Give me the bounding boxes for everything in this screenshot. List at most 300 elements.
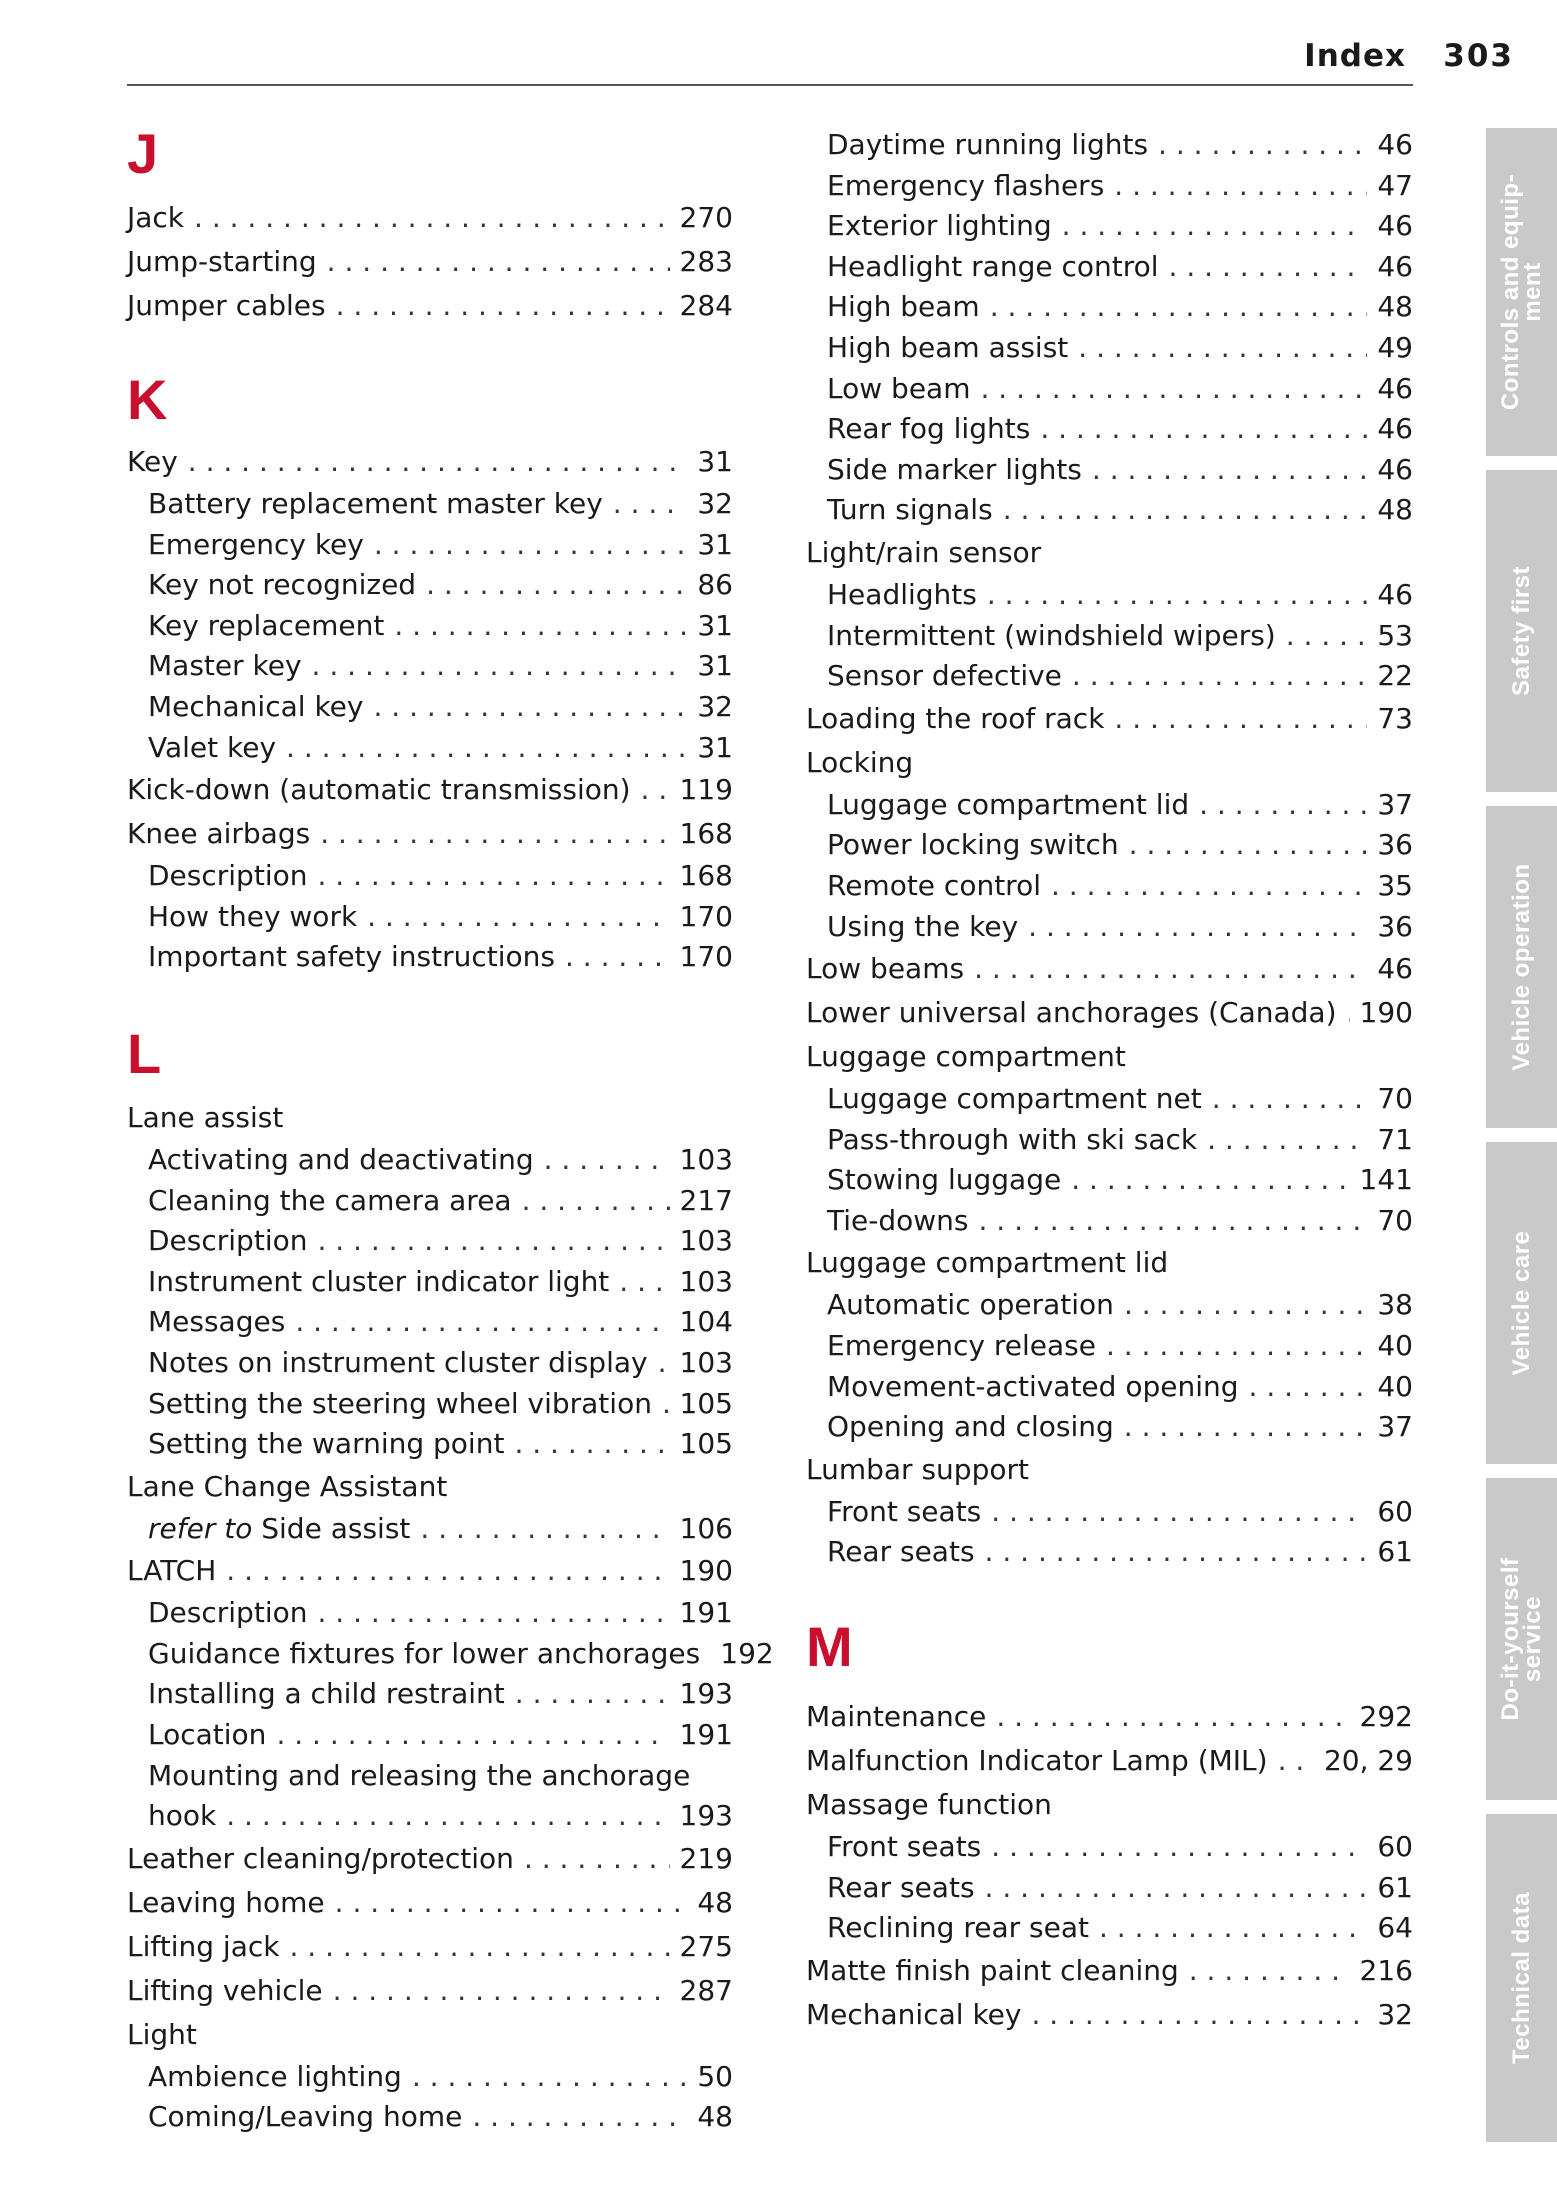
leader-dots	[1124, 1285, 1367, 1326]
index-entry[interactable]	[806, 866, 1413, 907]
entry-label: Front seats	[827, 1830, 982, 1864]
entry-label: Key not recognized	[148, 568, 417, 602]
index-entry[interactable]	[127, 1140, 733, 1181]
page-ref[interactable]: 37	[1377, 787, 1413, 821]
index-entry-latch	[127, 1549, 733, 1593]
entry-label: Description	[148, 1596, 308, 1630]
index-group-key-subs	[127, 484, 733, 768]
tab-vehicle-care[interactable]	[1486, 1142, 1557, 1464]
index-entry[interactable]	[806, 1868, 1413, 1909]
index-entry-knee-airbags	[127, 812, 733, 856]
leader-dots	[226, 1549, 669, 1593]
index-entry-luggage-compartment	[806, 1035, 1413, 1079]
leader-dots	[1207, 1120, 1367, 1161]
page-ref[interactable]: 216	[1359, 1953, 1413, 1987]
leader-dots	[1347, 991, 1350, 1035]
index-entry-luggage-lid	[806, 1241, 1413, 1285]
page-ref[interactable]: 35	[1377, 868, 1413, 902]
entry-label: Luggage compartment lid	[827, 787, 1190, 821]
tab-do-it-yourself[interactable]	[1486, 1478, 1557, 1800]
page-ref[interactable]: 48	[697, 2100, 733, 2134]
page-ref[interactable]: 20, 29	[1323, 1744, 1413, 1778]
index-entry[interactable]	[127, 2097, 733, 2138]
index-entry[interactable]	[127, 1925, 733, 1969]
page-ref[interactable]: 48	[697, 1885, 733, 1919]
page-ref[interactable]: 193	[679, 1677, 733, 1711]
page-ref[interactable]: 40	[1377, 1329, 1413, 1363]
index-entry[interactable]	[806, 1739, 1413, 1783]
page-ref[interactable]: 22	[1377, 659, 1413, 693]
index-entry-kickdown	[127, 768, 733, 812]
page-ref[interactable]: 170	[679, 940, 733, 974]
index-entry[interactable]	[127, 687, 733, 728]
index-entry[interactable]	[806, 825, 1413, 866]
refer-to-text: refer to	[148, 1511, 253, 1545]
entry-label: Headlights	[827, 577, 977, 611]
index-entry[interactable]	[806, 907, 1413, 948]
index-entry[interactable]	[127, 1715, 733, 1756]
index-entry[interactable]	[806, 1326, 1413, 1367]
page-ref[interactable]: 70	[1377, 1082, 1413, 1116]
entry-label: Description	[148, 859, 308, 893]
index-entry[interactable]	[127, 440, 733, 484]
index-entry[interactable]	[127, 1343, 733, 1384]
entry-label: Luggage compartment lid	[806, 1246, 1169, 1280]
index-entry[interactable]	[806, 1285, 1413, 1326]
entry-label: Locking	[806, 745, 914, 779]
page-ref[interactable]: 193	[679, 1799, 733, 1833]
leader-dots	[276, 1715, 669, 1756]
entry-label: High beam assist	[827, 330, 1069, 364]
page-ref[interactable]: 283	[679, 245, 733, 278]
index-entry[interactable]	[806, 206, 1413, 247]
index-entry[interactable]	[806, 616, 1413, 657]
page-ref[interactable]: 31	[697, 527, 733, 561]
page-ref[interactable]: 217	[679, 1183, 733, 1217]
entry-label: Light	[127, 2017, 197, 2051]
index-entry[interactable]	[127, 1302, 733, 1343]
index-column-left	[127, 120, 774, 2138]
index-entry[interactable]	[806, 656, 1413, 697]
leader-dots	[1071, 1160, 1349, 1201]
header-divider	[127, 84, 1413, 86]
leader-dots	[1040, 409, 1367, 450]
leader-dots	[312, 646, 688, 687]
index-entry[interactable]	[127, 1181, 733, 1222]
page-ref[interactable]: 46	[1377, 952, 1413, 986]
entry-label: Rear seats	[827, 1870, 975, 1904]
entry-label: Luggage compartment	[806, 1040, 1126, 1074]
leader-dots	[317, 856, 669, 897]
page-ref[interactable]: 37	[1377, 1410, 1413, 1444]
page-ref[interactable]: 190	[1359, 996, 1413, 1030]
page-ref[interactable]: 46	[1377, 577, 1413, 611]
page-ref[interactable]: 31	[697, 730, 733, 764]
entry-label: Description	[148, 1224, 308, 1258]
leader-dots	[1199, 785, 1367, 826]
page-ref[interactable]: 38	[1377, 1288, 1413, 1322]
index-entry[interactable]	[806, 328, 1413, 369]
entry-label: Malfunction Indicator Lamp (MIL)	[806, 1744, 1268, 1778]
index-entry[interactable]	[127, 525, 733, 566]
page-ref[interactable]: 32	[697, 689, 733, 723]
page-ref[interactable]: 275	[679, 1929, 733, 1963]
leader-dots	[286, 728, 687, 769]
leader-dots	[335, 1881, 688, 1925]
entry-label: Important safety instructions	[148, 940, 555, 974]
index-entry[interactable]	[127, 565, 733, 606]
index-group-light-subs-cont	[806, 125, 1413, 531]
index-entry[interactable]	[806, 575, 1413, 616]
page-ref[interactable]: 103	[679, 1345, 733, 1379]
entry-label: Maintenance	[806, 1700, 987, 1734]
index-entry[interactable]	[127, 897, 733, 938]
page-ref[interactable]: 292	[1359, 1700, 1413, 1734]
index-entry[interactable]	[806, 1120, 1413, 1161]
index-entry[interactable]	[806, 247, 1413, 288]
page-ref[interactable]: 190	[679, 1554, 733, 1588]
page-ref[interactable]: 32	[697, 487, 733, 520]
page-header	[127, 38, 1514, 86]
index-entry[interactable]	[127, 2057, 733, 2098]
entry-label: Master key	[148, 649, 302, 683]
leader-dots	[420, 1509, 669, 1550]
index-column-right	[806, 125, 1413, 2037]
index-entry-low-beams	[806, 947, 1413, 991]
index-entry[interactable]	[806, 450, 1413, 491]
entry-label: Instrument cluster indicator light	[148, 1264, 610, 1298]
entry-label: Side marker lights	[827, 452, 1082, 486]
entry-label: Jumper cables	[127, 289, 326, 322]
page-ref[interactable]: 104	[679, 1305, 733, 1339]
index-entry[interactable]	[127, 240, 733, 284]
index-entry[interactable]	[127, 937, 733, 978]
index-entry[interactable]	[806, 369, 1413, 410]
index-entry[interactable]	[806, 1160, 1413, 1201]
page-ref[interactable]: 61	[1377, 1535, 1413, 1569]
index-entry[interactable]	[806, 1367, 1413, 1408]
page-ref[interactable]: 105	[679, 1386, 733, 1420]
leader-dots	[980, 369, 1367, 410]
leader-dots	[1158, 125, 1367, 166]
page-ref[interactable]: 86	[697, 568, 733, 602]
page-ref[interactable]: 168	[679, 859, 733, 893]
leader-dots	[544, 1140, 670, 1181]
page-ref[interactable]: 61	[1377, 1870, 1413, 1904]
entry-label: Lane Change Assistant	[127, 1469, 448, 1503]
tab-vehicle-operation[interactable]	[1486, 806, 1557, 1128]
page-ref[interactable]: 50	[697, 2059, 733, 2093]
page-ref[interactable]: 53	[1377, 618, 1413, 652]
page-ref[interactable]: 64	[1377, 1911, 1413, 1945]
index-entry[interactable]	[806, 1201, 1413, 1242]
index-entry[interactable]	[127, 1881, 733, 1925]
index-entry[interactable]	[127, 812, 733, 856]
index-entry[interactable]	[127, 728, 733, 769]
leader-dots	[1062, 206, 1368, 247]
index-entry[interactable]	[806, 697, 1413, 741]
leader-dots	[1099, 1908, 1367, 1949]
entry-label: Reclining rear seat	[827, 1911, 1089, 1945]
entry-label: Activating and deactivating	[148, 1142, 534, 1176]
index-entry[interactable]	[806, 1783, 1413, 1827]
page-ref[interactable]: 141	[1359, 1163, 1413, 1197]
index-entry[interactable]	[127, 606, 733, 647]
page-ref[interactable]: 46	[1377, 249, 1413, 283]
leader-dots	[1092, 450, 1367, 491]
leader-dots	[985, 1868, 1368, 1909]
page-ref[interactable]: 70	[1377, 1203, 1413, 1237]
leader-dots	[320, 812, 669, 856]
section-letter-k: K	[127, 368, 168, 431]
leader-dots	[662, 1384, 670, 1425]
page-ref[interactable]: 32	[1377, 1997, 1413, 2031]
index-group-massage-subs	[806, 1827, 1413, 1949]
page-ref[interactable]: 46	[1377, 412, 1413, 446]
leader-dots	[1114, 697, 1367, 741]
entry-label: Lane assist	[127, 1100, 284, 1134]
leader-dots	[373, 687, 687, 728]
page-ref[interactable]: 287	[679, 1973, 733, 2007]
page-ref[interactable]: 31	[697, 445, 733, 478]
index-entry[interactable]	[127, 1634, 774, 1675]
leader-dots	[991, 1492, 1367, 1533]
entry-label: Massage function	[806, 1788, 1052, 1822]
index-entry-massage	[806, 1783, 1413, 1827]
leader-dots	[1078, 328, 1367, 369]
leader-dots	[1189, 1949, 1350, 1993]
entry-label: Matte finish paint cleaning	[806, 1953, 1179, 1987]
leader-dots	[515, 1674, 670, 1715]
page-ref[interactable]: 103	[679, 1264, 733, 1298]
entry-label: Mounting and releasing the anchorage	[148, 1758, 691, 1792]
index-entry-mounting-line1[interactable]	[127, 1756, 733, 1797]
index-entry-locking	[806, 741, 1413, 785]
entry-label: Setting the warning point	[148, 1427, 505, 1461]
leader-dots	[1129, 825, 1368, 866]
page-ref[interactable]: 191	[679, 1718, 733, 1752]
page-ref[interactable]: 103	[679, 1142, 733, 1176]
index-entry[interactable]	[806, 785, 1413, 826]
leader-dots	[1072, 656, 1367, 697]
leader-dots	[1212, 1079, 1368, 1120]
page-ref[interactable]: 270	[679, 201, 733, 234]
leader-dots	[990, 287, 1368, 328]
index-entry[interactable]	[127, 484, 733, 525]
entry-label: Guidance fixtures for lower anchorages	[148, 1636, 701, 1670]
leader-dots	[289, 1925, 669, 1969]
index-entry[interactable]	[127, 1096, 733, 1140]
entry-label: Emergency key	[148, 527, 364, 561]
index-entry[interactable]	[127, 1837, 733, 1881]
entry-label: hook	[148, 1799, 217, 1833]
entry-label: How they work	[148, 899, 358, 933]
page-ref[interactable]: 103	[679, 1224, 733, 1258]
index-entry[interactable]	[806, 1241, 1413, 1285]
index-entry[interactable]	[806, 1993, 1413, 2037]
page-ref[interactable]: 36	[1377, 828, 1413, 862]
index-entry[interactable]	[127, 1221, 733, 1262]
entry-label: Emergency flashers	[827, 168, 1105, 202]
leader-dots	[641, 768, 670, 812]
entry-label: Headlight range control	[827, 249, 1159, 283]
leader-dots	[295, 1302, 669, 1343]
index-entry[interactable]	[806, 531, 1413, 575]
index-entry-lumbar	[806, 1448, 1413, 1492]
page-ref[interactable]: 46	[1377, 209, 1413, 243]
page-ref[interactable]: 192	[720, 1636, 774, 1670]
page-ref[interactable]: 284	[679, 289, 733, 322]
leader-dots	[979, 1201, 1368, 1242]
index-group-latch-subs	[127, 1593, 774, 1755]
page-ref[interactable]: 31	[697, 649, 733, 683]
entry-label: Messages	[148, 1305, 286, 1339]
index-entry[interactable]	[806, 1827, 1413, 1868]
entry-label: Battery replacement master key	[148, 487, 603, 520]
page-ref[interactable]: 46	[1377, 128, 1413, 161]
entry-label: LATCH	[127, 1554, 217, 1588]
entry-label: Intermittent (windshield wipers)	[827, 618, 1276, 652]
tab-safety-first[interactable]	[1486, 470, 1557, 792]
leader-dots	[1106, 1326, 1367, 1367]
entry-label: Key	[127, 445, 178, 478]
entry-label: Cleaning the camera area	[148, 1183, 512, 1217]
index-entry[interactable]	[806, 741, 1413, 785]
entry-label: Lifting vehicle	[127, 1973, 323, 2007]
entry-label: Light/rain sensor	[806, 535, 1042, 569]
index-entry[interactable]	[127, 1465, 733, 1509]
index-entry-side-assist-ref[interactable]	[127, 1509, 733, 1550]
index-entry[interactable]	[127, 2013, 733, 2057]
leader-dots	[472, 2097, 687, 2138]
index-entry[interactable]	[127, 646, 733, 687]
index-entry[interactable]	[806, 1532, 1413, 1573]
entry-label: Lumbar support	[806, 1452, 1029, 1486]
index-entry[interactable]	[806, 125, 1413, 166]
index-entry[interactable]	[127, 1969, 733, 2013]
page-ref[interactable]: 49	[1377, 330, 1413, 364]
page-ref[interactable]: 47	[1377, 168, 1413, 202]
entry-label: Jump-starting	[127, 245, 317, 278]
index-entry[interactable]	[806, 1079, 1413, 1120]
index-entry[interactable]	[806, 1908, 1413, 1949]
index-entry[interactable]	[127, 1424, 733, 1465]
leader-dots	[188, 440, 688, 484]
index-entry-lane-change	[127, 1465, 733, 1509]
page-ref[interactable]: 191	[679, 1596, 733, 1630]
page-ref[interactable]: 60	[1377, 1830, 1413, 1864]
page-ref[interactable]: 36	[1377, 909, 1413, 943]
leader-dots	[522, 1181, 670, 1222]
page-ref[interactable]: 71	[1377, 1122, 1413, 1156]
index-entry[interactable]	[127, 284, 733, 328]
page-ref[interactable]: 46	[1377, 371, 1413, 405]
index-entry[interactable]	[127, 1593, 733, 1634]
leader-dots	[524, 1837, 670, 1881]
page-ref[interactable]: 170	[679, 899, 733, 933]
index-entry[interactable]	[127, 1549, 733, 1593]
index-group-light-rain-subs	[806, 575, 1413, 697]
index-entry[interactable]	[806, 1492, 1413, 1533]
index-entry[interactable]	[806, 1407, 1413, 1448]
leader-dots	[374, 525, 688, 566]
index-entry[interactable]	[806, 287, 1413, 328]
index-group-lane-assist-subs	[127, 1140, 733, 1465]
index-entry[interactable]	[806, 991, 1413, 1035]
page-ref[interactable]: 46	[1377, 452, 1413, 486]
index-entry[interactable]	[127, 1674, 733, 1715]
entry-label: Coming/Leaving home	[148, 2100, 463, 2134]
page-ref[interactable]: 60	[1377, 1494, 1413, 1528]
index-entry[interactable]	[806, 409, 1413, 450]
page-ref[interactable]: 73	[1377, 701, 1413, 735]
index-entry[interactable]	[127, 856, 733, 897]
tab-technical-data[interactable]	[1486, 1814, 1557, 2142]
page-ref[interactable]: 219	[679, 1841, 733, 1875]
index-entry[interactable]	[806, 1949, 1413, 1993]
entry-label: Lifting jack	[127, 1929, 280, 1963]
entry-label: Turn signals	[827, 493, 993, 527]
tab-label: Controls and equip- ment	[1496, 173, 1546, 411]
entry-label: Power locking switch	[827, 828, 1119, 862]
index-group-after-massage	[806, 1949, 1413, 2037]
page-ref[interactable]: 48	[1377, 493, 1413, 527]
tab-controls-equipment[interactable]	[1486, 128, 1557, 456]
index-entry[interactable]	[127, 768, 733, 812]
index-entry[interactable]	[806, 1448, 1413, 1492]
page-ref[interactable]: 40	[1377, 1369, 1413, 1403]
entry-label: Pass-through with ski sack	[827, 1122, 1198, 1156]
index-group-j	[127, 196, 733, 328]
index-entry-mil	[806, 1739, 1413, 1783]
entry-label: Tie-downs	[827, 1203, 969, 1237]
index-entry[interactable]	[806, 166, 1413, 207]
page-ref[interactable]: 31	[697, 608, 733, 642]
index-entry[interactable]	[806, 947, 1413, 991]
page-ref[interactable]: 48	[1377, 290, 1413, 324]
leader-dots	[1051, 866, 1367, 907]
page-ref[interactable]: 105	[679, 1427, 733, 1461]
entry-label: Rear fog lights	[827, 412, 1031, 446]
page-ref[interactable]: 106	[679, 1511, 733, 1545]
page-ref[interactable]: 119	[679, 773, 733, 807]
index-entry[interactable]	[127, 1262, 733, 1303]
entry-label: Remote control	[827, 868, 1041, 902]
entry-label: Valet key	[148, 730, 277, 764]
index-entry[interactable]	[127, 196, 733, 240]
page-ref[interactable]: 168	[679, 817, 733, 851]
index-entry-mounting-line2[interactable]	[127, 1796, 733, 1837]
leader-dots	[991, 1827, 1367, 1868]
index-entry[interactable]	[806, 1695, 1413, 1739]
entry-label: Front seats	[827, 1494, 982, 1528]
index-group-lumbar-subs	[806, 1492, 1413, 1573]
leader-dots	[1114, 166, 1367, 207]
entry-label: Notes on instrument cluster display	[148, 1345, 648, 1379]
index-entry[interactable]	[806, 490, 1413, 531]
leader-dots	[412, 2057, 688, 2098]
index-entry-light-rain	[806, 531, 1413, 575]
index-entry[interactable]	[806, 1035, 1413, 1079]
index-entry[interactable]	[127, 1384, 733, 1425]
entry-label: Low beams	[806, 952, 965, 986]
leader-dots	[1124, 1407, 1368, 1448]
entry-label: Sensor defective	[827, 659, 1062, 693]
entry-label: Jack	[127, 201, 185, 234]
index-group-light-subs	[127, 2057, 733, 2138]
leader-dots	[613, 484, 688, 525]
index-group-luggage-comp-subs	[806, 1079, 1413, 1241]
